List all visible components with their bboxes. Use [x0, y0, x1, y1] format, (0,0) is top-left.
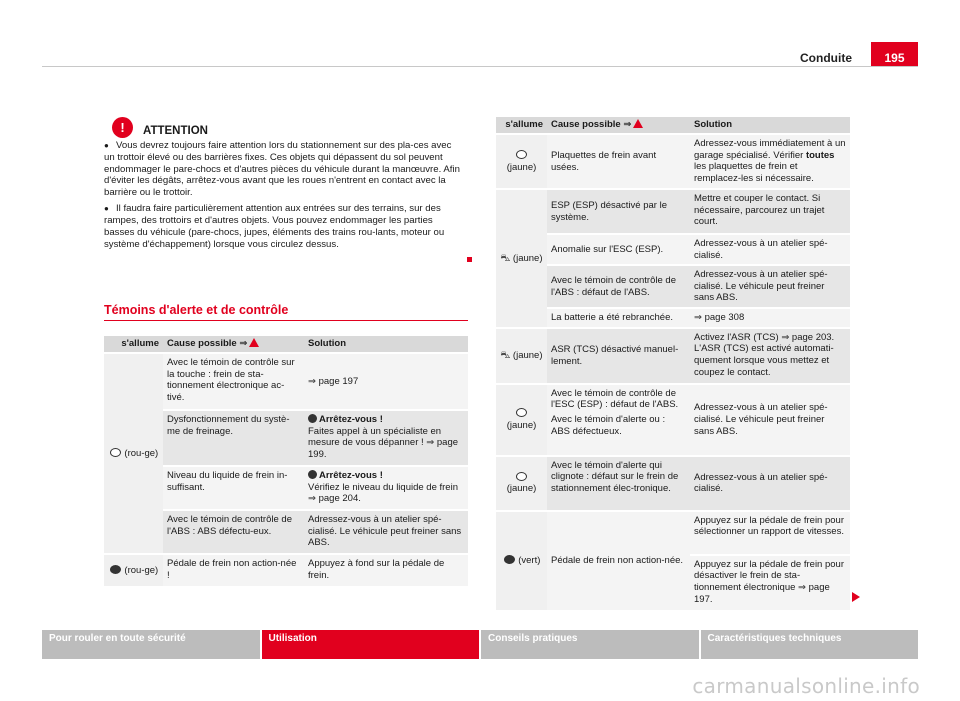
- table-row: [496, 328, 850, 384]
- col-header-lights: s'allume: [104, 336, 163, 353]
- col-header-cause: Cause possible ⇒: [547, 117, 690, 134]
- table-row: [496, 384, 850, 456]
- solution-cell: Adressez-vous à un atelier spé-cialisé. Le véhicule peut freiner sans ABS.: [690, 384, 850, 456]
- stop-icon: [308, 414, 317, 423]
- section-title: Témoins d'alerte et de contrôle: [104, 303, 289, 317]
- brake-pads-icon: [516, 150, 527, 159]
- warning-triangle-icon: [633, 119, 643, 128]
- light-cell-epb: (jaune): [496, 456, 547, 511]
- table-header-row: [496, 117, 850, 134]
- light-cell-red-brake: (rou-ge): [104, 353, 163, 554]
- footer-tab-safety[interactable]: Pour rouler en toute sécurité: [42, 630, 260, 659]
- light-cell-red-pedal: (rou-ge): [104, 554, 163, 587]
- solution-cell: Appuyez sur la pédale de frein pour sélectionner un rapport de vitesses.: [690, 511, 850, 555]
- table-row: [496, 308, 850, 328]
- col-header-cause: Cause possible ⇒: [163, 336, 304, 353]
- header-divider: [42, 66, 918, 67]
- footer-nav: [42, 630, 918, 659]
- solution-cell: Adressez-vous à un atelier spé-cialisé.: [690, 234, 850, 265]
- watermark: carmanualsonline.info: [692, 674, 920, 698]
- cause-cell: La batterie a été rebranchée.: [547, 308, 690, 328]
- cause-cell: Anomalie sur l'ESC (ESP).: [547, 234, 690, 265]
- end-marker-icon: [467, 257, 472, 262]
- cause-cell: Avec le témoin de contrôle de l'ABS : défaut de l'ABS.: [547, 265, 690, 308]
- cause-cell: Pédale de frein non action-née.: [547, 511, 690, 611]
- solution-cell: Adressez-vous à un atelier spé-cialisé. Le véhicule peut freiner sans ABS.: [690, 265, 850, 308]
- warning-title: ATTENTION: [143, 125, 208, 137]
- warning-bullet: ● Il faudra faire particulièrement attention aux entrées sur des terrains, sur des rampes, des trottoirs et d'autres objets. Vous pouvez endommager les parties basses du véhicule (pare-chocs, jupes, éléments des trains rou-lants, moteur ou système d'échappement) lorsque vous circulez dessus.: [104, 203, 445, 250]
- table-row: [104, 353, 468, 410]
- brake-pedal-icon: [110, 565, 121, 574]
- footer-tab-utilisation[interactable]: Utilisation: [262, 630, 480, 659]
- esc-icon: ⛍: [500, 252, 511, 264]
- table-header-row: [104, 336, 468, 353]
- abs-icon: [516, 408, 527, 417]
- cause-cell: Avec le témoin de contrôle sur la touche : frein de sta-tionnement électronique ac-tivé.: [163, 353, 304, 410]
- solution-cell: Appuyez sur la pédale de frein pour désactiver le frein de sta-tionnement électronique ⇒ page 197.: [690, 555, 850, 611]
- asr-off-icon: ⛍: [500, 349, 511, 361]
- cause-cell: Avec le témoin d'alerte qui clignote : défaut sur le frein de stationnement élec-tronique.: [547, 456, 690, 511]
- section-divider: [104, 320, 468, 321]
- col-header-solution: Solution: [304, 336, 468, 353]
- solution-cell: Adressez-vous immédiatement à un garage spécialisé. Vérifier toutes les plaquettes de frein et remplacez-les si nécessaire.: [690, 134, 850, 189]
- warning-bullet: ● Vous devrez toujours faire attention lors du stationnement sur des pla-ces avec un trottoir élevé ou des barrières fixes. Ces objets qui dépassent du sol peuvent endommager le pare-chocs et d'autres pièces du véhicule durant la manœuvre. Afin d'éviter les dégâts, arrêtez-vous avant que les roues n'entrent en contact avec la barrière ou le trottoir.: [104, 140, 460, 199]
- parking-brake-fault-icon: [516, 472, 527, 481]
- solution-cell: Activez l'ASR (TCS) ⇒ page 203. L'ASR (TCS) est activé automati-quement lorsque vous mettez et coupez le contact.: [690, 328, 850, 384]
- cause-cell: Dysfonctionnement du systè-me de freinage.: [163, 410, 304, 466]
- cause-cell: Avec le témoin de contrôle de l'ABS : ABS défectu-eux.: [163, 510, 304, 554]
- cause-cell: Pédale de frein non action-née !: [163, 554, 304, 587]
- foot-pedal-icon: [504, 555, 515, 564]
- table-row: [496, 234, 850, 265]
- chapter-title: Conduite: [800, 51, 852, 65]
- right-warning-table: [496, 117, 850, 612]
- solution-cell: Arrêtez-vous ! Vérifiez le niveau du liquide de frein ⇒ page 204.: [304, 466, 468, 510]
- warning-triangle-icon: [249, 338, 259, 347]
- cause-cell: Niveau du liquide de frein in-suffisant.: [163, 466, 304, 510]
- solution-cell: Adressez-vous à un atelier spé-cialisé. Le véhicule peut freiner sans ABS.: [304, 510, 468, 554]
- footer-tab-tips[interactable]: Conseils pratiques: [481, 630, 699, 659]
- footer-tab-specs[interactable]: Caractéristiques techniques: [701, 630, 919, 659]
- stop-icon: [308, 470, 317, 479]
- light-cell-esc: ⛍ (jaune): [496, 189, 547, 328]
- page-number: 195: [871, 42, 918, 67]
- light-cell-brake-pads: (jaune): [496, 134, 547, 189]
- cause-cell: Plaquettes de frein avant usées.: [547, 134, 690, 189]
- table-row: [496, 511, 850, 555]
- table-row: [496, 265, 850, 308]
- continue-arrow-icon: [852, 592, 860, 602]
- col-header-lights: s'allume: [496, 117, 547, 134]
- col-header-solution: Solution: [690, 117, 850, 134]
- left-warning-table: [104, 336, 468, 588]
- warning-body: [104, 140, 464, 255]
- solution-cell: Mettre et couper le contact. Si nécessaire, parcourez un trajet court.: [690, 189, 850, 234]
- light-cell-abs: (jaune): [496, 384, 547, 456]
- cause-cell: Avec le témoin de contrôle de l'ESC (ESP) : défaut de l'ABS. Avec le témoin d'alerte ou : ABS défectueux.: [547, 384, 690, 456]
- light-cell-pedal-green: (vert): [496, 511, 547, 611]
- solution-cell: Arrêtez-vous ! Faites appel à un spécialiste en mesure de vous dépanner ! ⇒ page 199.: [304, 410, 468, 466]
- brake-warning-icon: [110, 448, 121, 457]
- solution-cell: ⇒ page 197: [304, 353, 468, 410]
- table-row: [104, 554, 468, 587]
- solution-cell: Appuyez à fond sur la pédale de frein.: [304, 554, 468, 587]
- warning-icon: !: [112, 117, 133, 138]
- table-row: [496, 456, 850, 511]
- solution-cell: ⇒ page 308: [690, 308, 850, 328]
- cause-cell: ESP (ESP) désactivé par le système.: [547, 189, 690, 234]
- table-row: [496, 189, 850, 234]
- light-cell-asr: ⛍ (jaune): [496, 328, 547, 384]
- solution-cell: Adressez-vous à un atelier spé-cialisé.: [690, 456, 850, 511]
- table-row: [496, 134, 850, 189]
- cause-cell: ASR (TCS) désactivé manuel-lement.: [547, 328, 690, 384]
